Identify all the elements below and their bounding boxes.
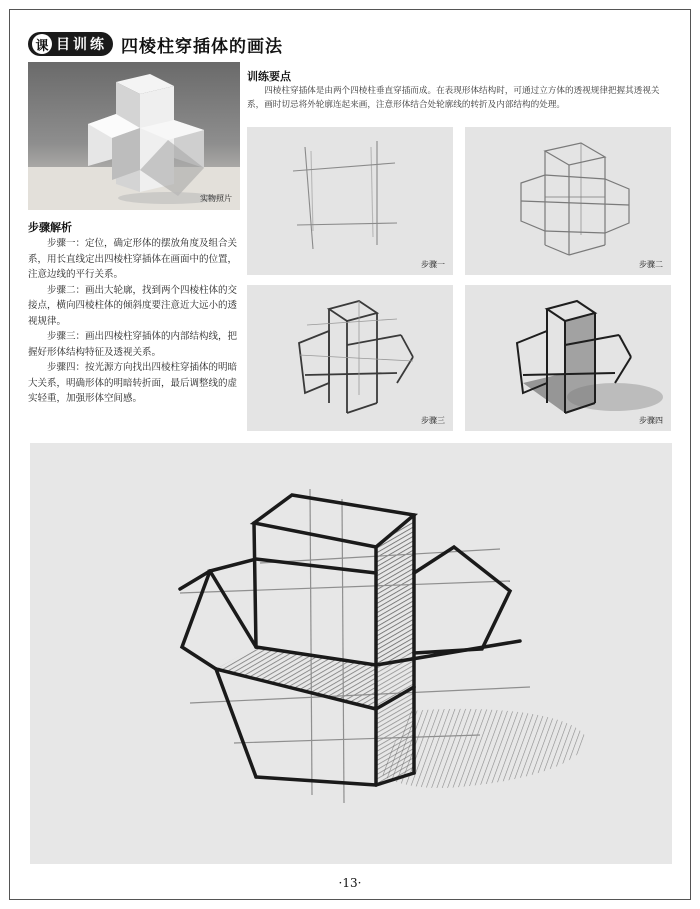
reference-photo [28,62,240,210]
step-2-drawing [465,127,671,275]
step-paragraph-3: 步骤三：画出四棱柱穿插体的内部结构线，把握好形体结构特征及透视关系。 [28,331,238,358]
step-3-label: 步骤三 [421,416,445,425]
badge-char-2: 目 [56,37,71,53]
steps-text [28,236,240,407]
step-2-label: 步骤二 [639,260,663,269]
badge-char-4: 练 [90,37,105,53]
step-4-label: 步骤四 [639,416,663,425]
course-badge [28,32,113,56]
key-points-text: 四棱柱穿插体是由两个四棱柱垂直穿插而成。在表现形体结构时，可通过立方体的透视规律把握其透视关系，画时切忌将外轮廓连起来画，注意形体结合处轮廓线的转折及内部结构的处理。 [247,86,660,110]
step-paragraph-4: 步骤四：按光源方向找出四棱柱穿插体的明暗大关系，明确形体的明暗转折面，最后调整线的虚实轻重，加强形体空间感。 [28,362,238,404]
step-4-drawing [465,285,671,431]
page-title: 四棱柱穿插体的画法 [121,36,283,57]
step-1-drawing [247,127,453,275]
step-1-label: 步骤一 [421,260,445,269]
badge-char-1: 课 [32,34,52,54]
badge-char-3: 训 [73,37,88,53]
key-points-heading: 训练要点 [247,70,291,83]
final-drawing [30,443,672,864]
final-cross-prism-drawing [30,443,672,864]
sketch-step-4 [465,285,671,431]
sketch-step-2 [465,127,671,275]
step-3-drawing [247,285,453,431]
photo-caption: 实物照片 [200,194,232,203]
sketch-step-3 [247,285,453,431]
step-paragraph-2: 步骤二：画出大轮廓，找到两个四棱柱体的交接点，横向四棱柱体的倾斜度要注意近大远小的透视规律。 [28,284,238,327]
steps-heading: 步骤解析 [28,221,72,234]
page-number: ·13· [338,876,362,890]
step-paragraph-1: 步骤一：定位，确定形体的摆放角度及组合关系，用长直线定出四棱柱穿插体在画面中的位置，注意边线的平行关系。 [28,238,238,280]
cross-prism-photo-image [28,62,240,210]
sketch-step-1 [247,127,453,275]
page-header [28,30,283,58]
